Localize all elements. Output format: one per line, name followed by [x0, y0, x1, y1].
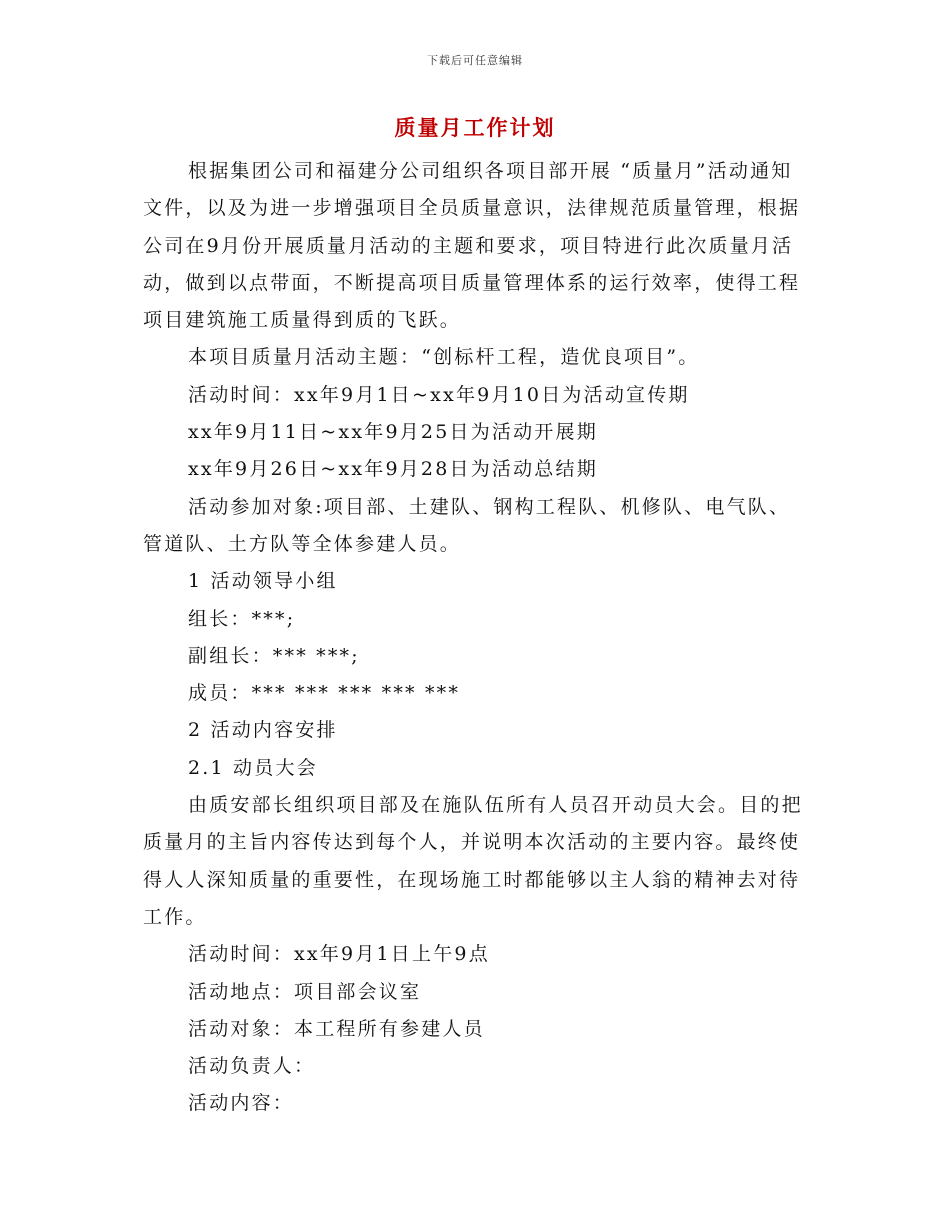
document-title: 质量月工作计划 — [394, 115, 556, 140]
paragraph-intro: 根据集团公司和福建分公司组织各项目部开展 “质量月”活动通知文件，以及为进一步增强项目全员质量意识，法律规范质量管理，根据公司在9月份开展质量月活动的主题和要求，项目特进行此次质量月活动，做到以点带面，不断提高项目质量管理体系的运行效率，使得工程项目建筑施工质量得到质的飞跃。 — [143, 160, 801, 332]
paragraph-meeting-location: 活动地点：项目部会议室 — [188, 980, 422, 1003]
section-heading-1: 1 活动领导小组 — [188, 570, 338, 593]
paragraph-deputy-leader: 副组长：*** ***; — [188, 644, 360, 667]
paragraph-mobilization: 由质安部长组织项目部及在施队伍所有人员召开动员大会。目的把质量月的主旨内容传达到每个人，并说明本次活动的主要内容。最终使得人人深知质量的重要性，在现场施工时都能够以主人翁的精神去对待工作。 — [143, 794, 803, 928]
paragraph-meeting-content: 活动内容： — [188, 1092, 295, 1115]
header-note: 下载后可任意编辑 — [427, 54, 523, 67]
paragraph-theme: 本项目质量月活动主题：“创标杆工程，造优良项目”。 — [188, 346, 700, 369]
section-heading-2-1: 2.1 动员大会 — [188, 756, 318, 779]
paragraph-members: 成员：*** *** *** *** *** — [188, 682, 461, 705]
paragraph-leader: 组长：***; — [188, 607, 296, 630]
paragraph-period-summary: xx年9月26日~xx年9月28日为活动总结期 — [188, 458, 598, 481]
paragraph-period-publicity: 活动时间：xx年9月1日~xx年9月10日为活动宣传期 — [188, 383, 690, 406]
paragraph-meeting-time: 活动时间：xx年9月1日上午9点 — [188, 943, 490, 966]
paragraph-period-launch: xx年9月11日~xx年9月25日为活动开展期 — [188, 421, 598, 444]
paragraph-meeting-owner: 活动负责人： — [188, 1055, 316, 1078]
paragraph-participants: 活动参加对象:项目部、土建队、钢构工程队、机修队、电气队、管道队、土方队等全体参建人员。 — [143, 495, 791, 555]
section-heading-2: 2 活动内容安排 — [188, 719, 338, 742]
document-body — [143, 153, 807, 1123]
paragraph-meeting-audience: 活动对象：本工程所有参建人员 — [188, 1017, 485, 1040]
